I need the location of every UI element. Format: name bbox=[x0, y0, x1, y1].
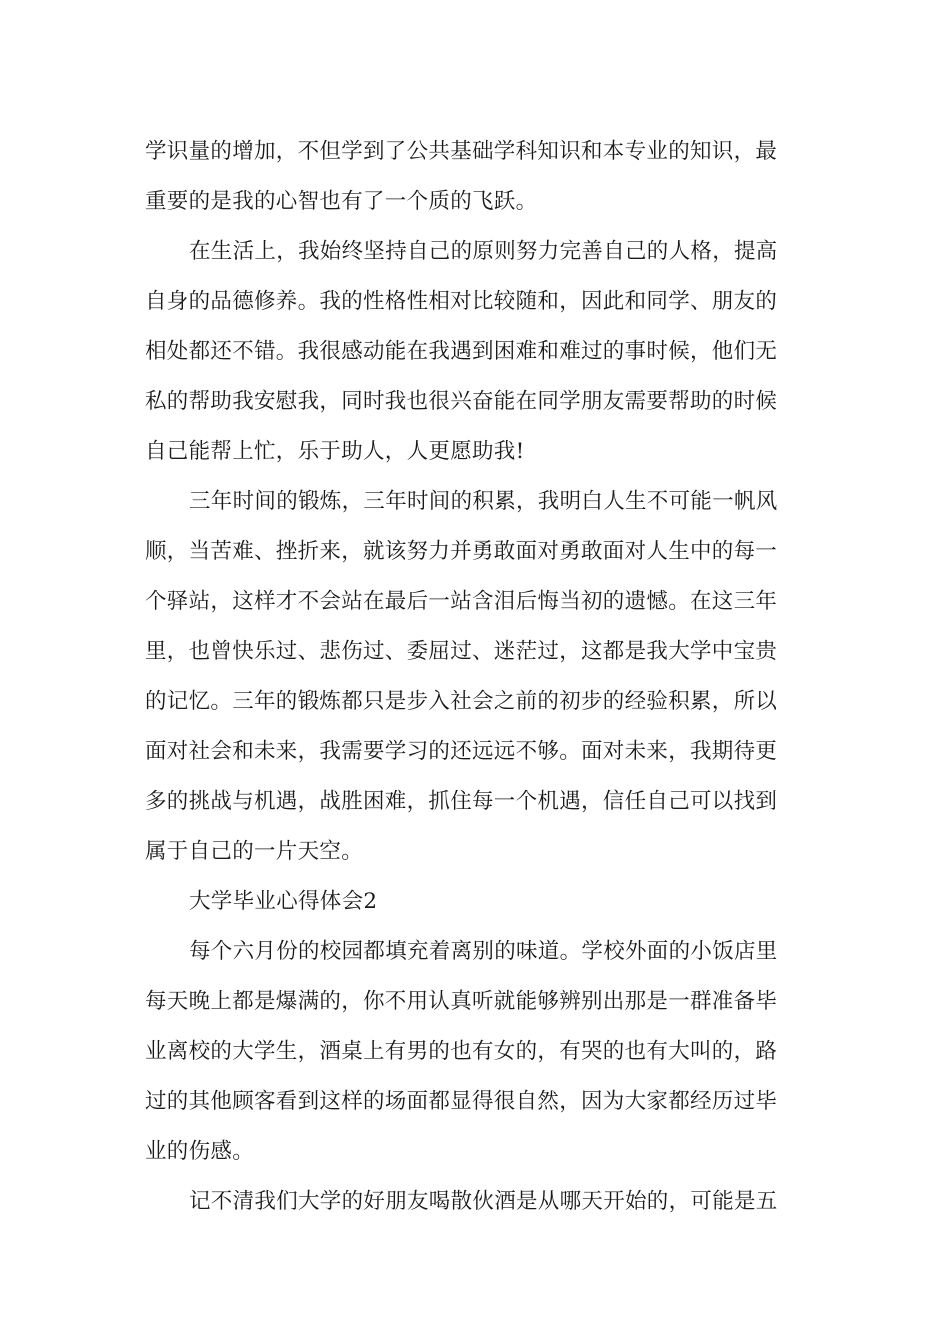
text-line: 属于自己的一片天空。 bbox=[145, 839, 364, 864]
paragraph-start-line: 在生活上，我始终坚持自己的原则努力完善自己的人格，提高 bbox=[189, 239, 778, 264]
section-heading: 大学毕业心得体会2 bbox=[189, 889, 378, 914]
text-line: 面对社会和未来，我需要学习的还远远不够。面对未来，我期待更 bbox=[145, 739, 778, 764]
text-line: 业的伤感。 bbox=[145, 1139, 255, 1164]
text-line: 相处都还不错。我很感动能在我遇到困难和难过的事时候，他们无 bbox=[145, 339, 778, 364]
text-line: 业离校的大学生，酒桌上有男的也有女的，有哭的也有大叫的，路 bbox=[145, 1039, 778, 1064]
text-line: 里，也曾快乐过、悲伤过、委屈过、迷茫过，这都是我大学中宝贵 bbox=[145, 639, 778, 664]
text-line: 多的挑战与机遇，战胜困难，抓住每一个机遇，信任自己可以找到 bbox=[145, 789, 778, 814]
paragraph-start-line: 每个六月份的校园都填充着离别的味道。学校外面的小饭店里 bbox=[189, 939, 778, 964]
text-line: 顺，当苦难、挫折来，就该努力并勇敢面对勇敢面对人生中的每一 bbox=[145, 539, 778, 564]
text-line: 每天晚上都是爆满的，你不用认真听就能够辨别出那是一群准备毕 bbox=[145, 989, 778, 1014]
text-line: 过的其他顾客看到这样的场面都显得很自然，因为大家都经历过毕 bbox=[145, 1089, 778, 1114]
text-line: 自己能帮上忙，乐于助人，人更愿助我! bbox=[145, 439, 525, 464]
text-line: 重要的是我的心智也有了一个质的飞跃。 bbox=[145, 189, 538, 214]
text-line: 自身的品德修养。我的性格性相对比较随和，因此和同学、朋友的 bbox=[145, 289, 778, 314]
text-line: 私的帮助我安慰我，同时我也很兴奋能在同学朋友需要帮助的时候 bbox=[145, 389, 778, 414]
text-line: 的记忆。三年的锻炼都只是步入社会之前的初步的经验积累，所以 bbox=[145, 689, 778, 714]
paragraph-start-line: 记不清我们大学的好朋友喝散伙酒是从哪天开始的，可能是五 bbox=[189, 1189, 778, 1214]
text-line: 个驿站，这样才不会站在最后一站含泪后悔当初的遗憾。在这三年 bbox=[145, 589, 778, 614]
paragraph-start-line: 三年时间的锻炼，三年时间的积累，我明白人生不可能一帆风 bbox=[189, 489, 778, 514]
text-line: 学识量的增加，不但学到了公共基础学科知识和本专业的知识，最 bbox=[145, 139, 778, 164]
